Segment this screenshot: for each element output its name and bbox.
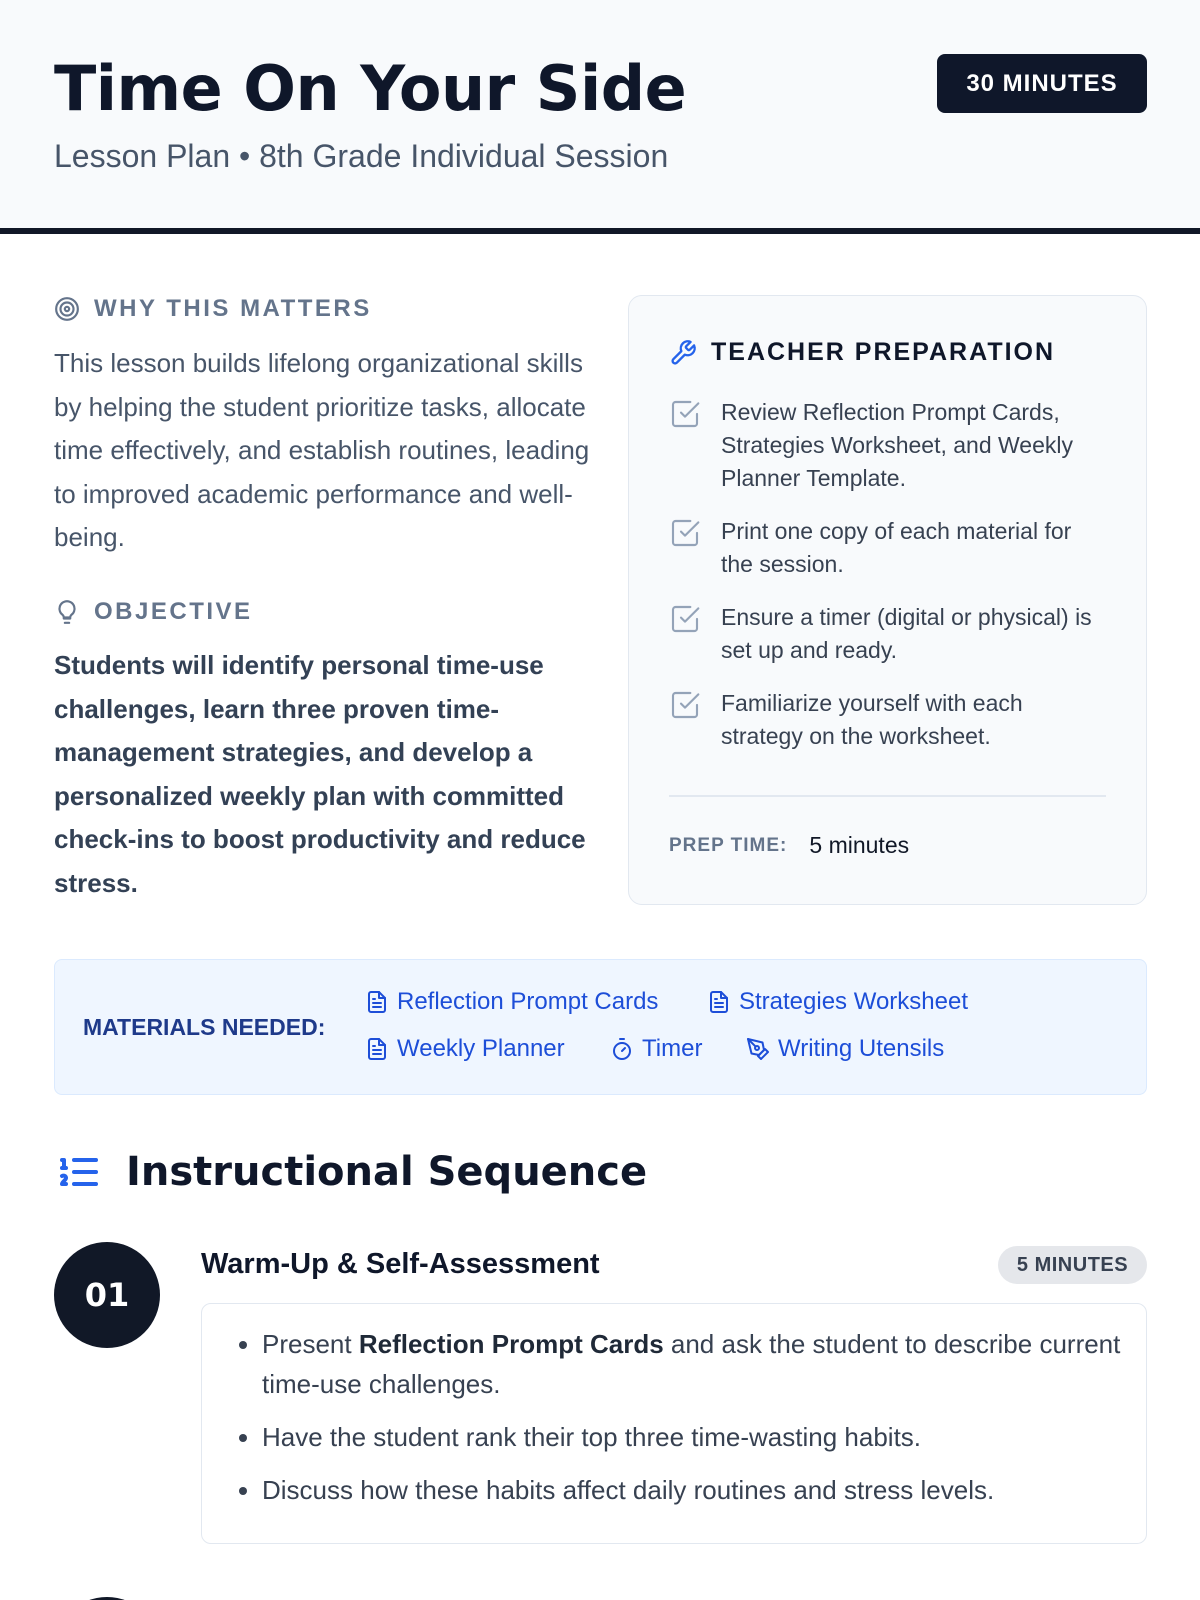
prep-item: [669, 515, 1109, 581]
divider: [669, 795, 1106, 797]
checkbox-checked-icon: [669, 517, 701, 549]
stopwatch-icon: [610, 1037, 634, 1061]
duration-badge: 30 MINUTES: [937, 54, 1147, 113]
prep-time-label: PREP TIME:: [669, 834, 788, 856]
step-duration-badge: 5 MINUTES: [998, 1246, 1147, 1284]
numbered-list-icon: [54, 1148, 102, 1196]
checkbox-checked-icon: [669, 689, 701, 721]
material-label: Reflection Prompt Cards: [397, 988, 659, 1015]
prep-title: [669, 338, 1055, 367]
checkbox-checked-icon: [669, 603, 701, 635]
prep-title-text: TEACHER PREPARATION: [711, 338, 1056, 366]
lesson-header: [0, 0, 1200, 234]
page-subtitle: Lesson Plan • 8th Grade Individual Session: [54, 138, 669, 174]
material-label: Timer: [642, 1035, 703, 1062]
step-content-box: [201, 1303, 1147, 1544]
materials-label: MATERIALS NEEDED:: [83, 1014, 326, 1040]
prep-item-text: Ensure a timer (digital or physical) is set up and ready.: [721, 604, 1092, 663]
prep-time: [669, 832, 909, 859]
step-title: Warm-Up & Self-Assessment: [201, 1248, 600, 1280]
prep-item: [669, 396, 1109, 495]
prep-item-text: Familiarize yourself with each strategy on the worksheet.: [721, 690, 1023, 749]
sequence-heading: [54, 1148, 647, 1196]
step-bullet-list: [262, 1324, 1122, 1523]
step-number: 01: [54, 1242, 160, 1348]
wrench-icon: [669, 339, 697, 367]
material-label: Writing Utensils: [778, 1035, 945, 1062]
prep-time-value: 5 minutes: [809, 832, 910, 858]
document-icon: [365, 990, 389, 1014]
target-icon: [54, 296, 80, 322]
prep-item-text: Review Reflection Prompt Cards, Strategies Worksheet, and Weekly Planner Template.: [721, 399, 1073, 491]
material-strategies-worksheet: [707, 988, 968, 1016]
checkbox-checked-icon: [669, 398, 701, 430]
document-icon: [365, 1037, 389, 1061]
objective-text: Students will identify personal time-use challenges, learn three proven time-management strategies, and develop a personalized weekly plan with committed check-ins to boost productivity and reduce stress.: [54, 650, 586, 898]
step-bullet: [262, 1324, 1122, 1404]
why-section-label: [54, 295, 372, 323]
step-bullet: • Have the student rank their top three time-wasting habits.: [262, 1417, 1122, 1457]
material-weekly-planner: [365, 1035, 565, 1063]
document-icon: [707, 990, 731, 1014]
teacher-prep-card: [628, 295, 1147, 905]
objective-label-text: OBJECTIVE: [94, 598, 253, 625]
step-bullet: • Discuss how these habits affect daily routines and stress levels.: [262, 1470, 1122, 1510]
objective-section-label: [54, 598, 253, 626]
lightbulb-icon: [54, 599, 80, 625]
page-title: Time On Your Side: [54, 52, 687, 125]
material-reflection-cards: [365, 988, 658, 1016]
prep-item: [669, 687, 1109, 753]
prep-item-text: Print one copy of each material for the session.: [721, 518, 1072, 577]
materials-box: [54, 959, 1147, 1095]
bullet-bold-text: Reflection Prompt Cards: [358, 1329, 664, 1359]
why-label-text: WHY THIS MATTERS: [94, 295, 372, 322]
prep-checklist: [669, 396, 1109, 773]
why-text: This lesson builds lifelong organizational skills by helping the student prioritize tasks, allocate time effectively, and establish routines, leading to improved academic performance and well-being.: [54, 348, 590, 552]
pen-icon: [746, 1037, 770, 1061]
sequence-heading-text: Instructional Sequence: [126, 1149, 648, 1195]
material-writing-utensils: [746, 1035, 944, 1063]
material-label: Strategies Worksheet: [739, 988, 968, 1015]
bullet-text: Present: [262, 1329, 359, 1359]
material-label: Weekly Planner: [397, 1035, 565, 1062]
prep-item: [669, 601, 1109, 667]
bullet-text: and ask the student to describe current time-use challenges.: [262, 1329, 1121, 1399]
material-timer: [610, 1035, 702, 1063]
